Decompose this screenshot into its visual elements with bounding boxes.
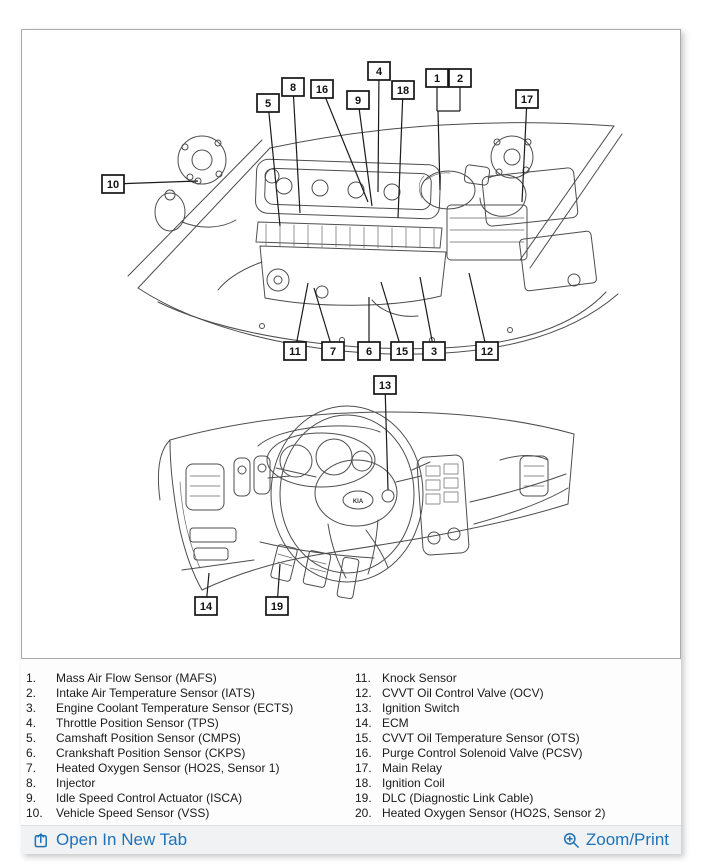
svg-text:5: 5 (264, 98, 272, 110)
callout-14 (195, 597, 217, 615)
legend-item-label: Purge Control Solenoid Valve (PCSV) (382, 746, 583, 760)
callout-5 (257, 94, 279, 112)
legend-item-number: 18. (355, 776, 372, 790)
svg-text:14: 14 (199, 601, 213, 613)
legend-item-number: 4. (26, 716, 37, 730)
svg-text:13: 13 (378, 380, 392, 392)
legend-item (355, 776, 681, 791)
svg-text:12: 12 (480, 346, 494, 358)
zoom-print-link[interactable] (563, 830, 669, 850)
legend-item-label: Heated Oxygen Sensor (HO2S, Sensor 2) (382, 806, 606, 820)
callout-leader-line (381, 282, 402, 351)
diagram-svg (22, 30, 680, 658)
svg-text:7: 7 (329, 346, 337, 358)
legend-item (26, 791, 355, 806)
component-legend (21, 659, 681, 825)
zoom-print-label: Zoom/Print (585, 830, 669, 849)
legend-item (26, 776, 355, 791)
legend-item (26, 671, 355, 686)
legend-item-number: 20. (355, 806, 372, 820)
open-in-new-tab-label: Open In New Tab (56, 830, 188, 849)
callout-leader-line (438, 111, 440, 190)
legend-item-label: Engine Coolant Temperature Sensor (ECTS) (56, 701, 294, 715)
legend-item-label: Mass Air Flow Sensor (MAFS) (56, 671, 217, 685)
legend-col-left (21, 671, 355, 821)
legend-item-number: 11. (355, 671, 371, 685)
legend-item-label: Ignition Coil (382, 776, 445, 790)
callout-leader-line (268, 103, 280, 226)
legend-item (355, 746, 681, 761)
callout-12 (476, 342, 498, 360)
callout-9 (347, 91, 369, 109)
callout-17 (516, 90, 538, 108)
legend-item (355, 731, 681, 746)
svg-text:1: 1 (433, 73, 441, 85)
legend-item-label: CVVT Oil Control Valve (OCV) (382, 686, 544, 700)
callout-leader-line (113, 181, 198, 184)
svg-text:10: 10 (106, 179, 120, 191)
svg-text:3: 3 (430, 346, 438, 358)
diagram-image (21, 29, 681, 659)
callout-11 (284, 342, 306, 360)
legend-item-number: 3. (26, 701, 37, 715)
svg-text:17: 17 (520, 94, 534, 106)
callout-6 (358, 342, 380, 360)
callouts-layer (102, 62, 538, 615)
diagram-viewer (21, 29, 681, 854)
open-in-new-tab-icon (33, 832, 50, 849)
legend-item-number: 14. (355, 716, 372, 730)
legend-item (26, 731, 355, 746)
legend-item-number: 10. (26, 806, 43, 820)
legend-item (355, 761, 681, 776)
callout-16 (311, 80, 333, 98)
legend-item-label: Idle Speed Control Actuator (ISCA) (56, 791, 243, 805)
svg-text:15: 15 (395, 346, 409, 358)
callout-2 (449, 69, 471, 87)
kia-logo: KIA (352, 499, 364, 505)
legend-item (26, 806, 355, 821)
legend-item-label: Knock Sensor (382, 671, 457, 685)
legend-item-number: 5. (26, 731, 37, 745)
legend-item (26, 701, 355, 716)
callout-leader-line (293, 87, 300, 213)
callout-leader-line (469, 273, 487, 351)
legend-item (355, 671, 681, 686)
legend-item (355, 686, 681, 701)
callout-3 (423, 342, 445, 360)
legend-item-number: 2. (26, 686, 37, 700)
svg-text:9: 9 (354, 95, 362, 107)
legend-item (355, 791, 681, 806)
svg-text:8: 8 (289, 82, 297, 94)
legend-item (26, 761, 355, 776)
legend-item-label: Throttle Position Sensor (TPS) (56, 716, 219, 730)
callout-leader-line (358, 100, 372, 206)
legend-item-number: 19. (355, 791, 372, 805)
callout-19 (266, 597, 288, 615)
svg-text:19: 19 (270, 601, 284, 613)
dashboard-art (158, 406, 574, 599)
legend-item-label: Crankshaft Position Sensor (CKPS) (56, 746, 246, 760)
svg-text:16: 16 (315, 84, 329, 96)
legend-item-number: 6. (26, 746, 37, 760)
legend-item-number: 9. (26, 791, 37, 805)
legend-item (355, 701, 681, 716)
legend-item-label: ECM (382, 716, 409, 730)
legend-item-number: 16. (355, 746, 372, 760)
svg-text:2: 2 (456, 73, 464, 85)
callout-leader-line (398, 90, 403, 218)
callout-15 (391, 342, 413, 360)
legend-item (26, 716, 355, 731)
legend-item-number: 1. (26, 671, 37, 685)
callout-leader-line (420, 277, 434, 351)
legend-item (26, 746, 355, 761)
legend-item-number: 13. (355, 701, 372, 715)
callout-4 (368, 62, 390, 80)
callout-8 (282, 78, 304, 96)
callout-18 (392, 81, 414, 99)
legend-item-label: Injector (56, 776, 96, 790)
callout-7 (322, 342, 344, 360)
legend-col-right (355, 671, 681, 821)
legend-item-label: Main Relay (382, 761, 443, 775)
legend-item-number: 15. (355, 731, 372, 745)
legend-item-number: 8. (26, 776, 37, 790)
callout-leader-line (385, 385, 388, 490)
callout-1 (426, 69, 448, 87)
legend-item-label: Intake Air Temperature Sensor (IATS) (56, 686, 255, 700)
legend-item-label: Ignition Switch (382, 701, 460, 715)
open-in-new-tab-link[interactable] (33, 830, 187, 850)
legend-item (355, 716, 681, 731)
legend-item-label: CVVT Oil Temperature Sensor (OTS) (382, 731, 580, 745)
engine-bay-art (128, 123, 622, 354)
callout-10 (102, 175, 124, 193)
legend-item-label: Camshaft Position Sensor (CMPS) (56, 731, 241, 745)
footer-bar (21, 825, 681, 854)
svg-text:18: 18 (396, 85, 410, 97)
legend-item (355, 806, 681, 821)
callout-13 (374, 376, 396, 394)
legend-item-label: Heated Oxygen Sensor (HO2S, Sensor 1) (56, 761, 280, 775)
zoom-in-icon (563, 832, 580, 849)
legend-item-number: 12. (355, 686, 372, 700)
legend-item-number: 7. (26, 761, 37, 775)
callout-leader-line (378, 71, 379, 192)
legend-item (26, 686, 355, 701)
svg-text:11: 11 (289, 346, 301, 358)
legend-item-number: 17. (355, 761, 372, 775)
legend-item-label: Vehicle Speed Sensor (VSS) (56, 806, 210, 820)
legend-item-label: DLC (Diagnostic Link Cable) (382, 791, 534, 805)
svg-text:4: 4 (375, 66, 383, 78)
svg-text:6: 6 (365, 346, 373, 358)
